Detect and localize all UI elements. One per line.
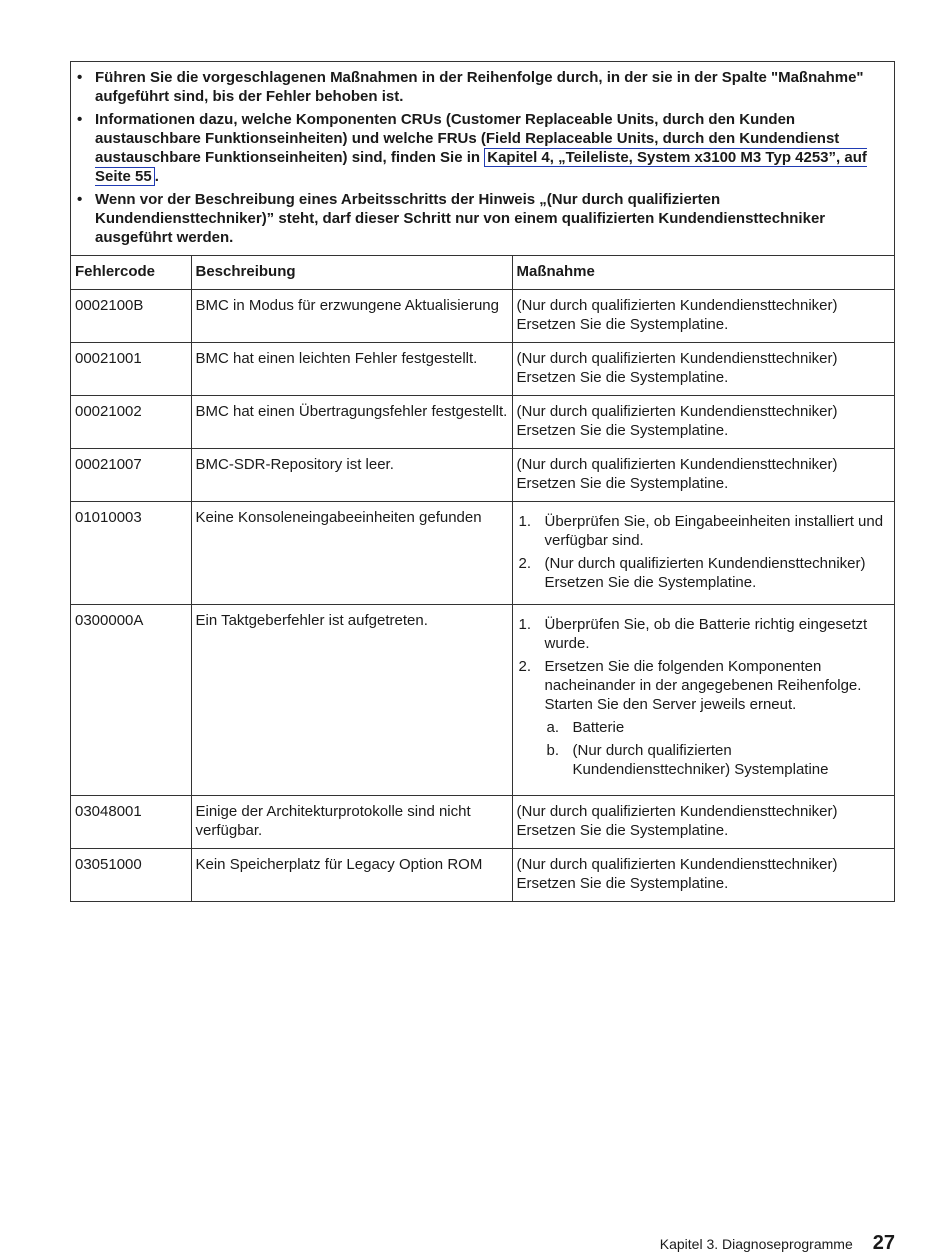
error-action: (Nur durch qualifizierten Kundendiensttechniker) Ersetzen Sie die Systemplatine.	[512, 796, 894, 849]
error-action: (Nur durch qualifizierten Kundendiensttechniker) Ersetzen Sie die Systemplatine.	[512, 849, 894, 902]
table-row	[71, 343, 894, 396]
error-description: Einige der Architekturprotokolle sind nicht verfügbar.	[191, 796, 512, 849]
error-code: 00021007	[71, 449, 191, 502]
header-beschreibung: Beschreibung	[191, 256, 512, 290]
bullet: •	[77, 69, 83, 86]
table-row	[71, 796, 894, 849]
table-row	[71, 396, 894, 449]
error-action	[512, 502, 894, 605]
step-number: 2.	[518, 555, 532, 572]
note-text: Führen Sie die vorgeschlagenen Maßnahmen in der Reihenfolge durch, in der sie in der Spalte "Maßnahme" aufgeführt sind, bis der Fehler behoben ist.	[95, 69, 864, 105]
chapter-4-link[interactable]: Kapitel 4, „Teileliste, System x3100 M3 Typ 4253”, auf Seite 55	[95, 149, 867, 185]
error-description: Ein Taktgeberfehler ist aufgetreten.	[191, 605, 512, 796]
error-code: 03048001	[71, 796, 191, 849]
sub-step-text: Batterie	[572, 719, 625, 736]
sub-step-letter: b.	[546, 742, 560, 759]
error-code: 00021002	[71, 396, 191, 449]
note-text: Wenn vor der Beschreibung eines Arbeitsschritts der Hinweis „(Nur durch qualifizierten Kundendiensttechniker)” steht, darf dieser Schritt nur von einem qualifizierten Kundendiensttechniker ausgeführt werden.	[95, 191, 826, 246]
error-code-frame	[70, 61, 895, 902]
error-description: Keine Konsoleneingabeeinheiten gefunden	[191, 502, 512, 605]
footer-chapter: Kapitel 3. Diagnoseprogramme	[659, 1236, 853, 1252]
step-body	[545, 657, 891, 783]
action-steps	[517, 512, 891, 592]
error-code: 01010003	[71, 502, 191, 605]
error-code-table	[71, 255, 894, 901]
page-footer	[660, 1232, 895, 1255]
table-row	[71, 849, 894, 902]
error-action: (Nur durch qualifizierten Kundendiensttechniker) Ersetzen Sie die Systemplatine.	[512, 343, 894, 396]
notes-list	[71, 62, 894, 255]
action-step	[517, 657, 891, 783]
error-description: BMC-SDR-Repository ist leer.	[191, 449, 512, 502]
error-description: Kein Speicherplatz für Legacy Option ROM	[191, 849, 512, 902]
error-code: 00021001	[71, 343, 191, 396]
header-massnahme: Maßnahme	[512, 256, 894, 290]
note-text-before: Informationen dazu, welche Komponenten CRUs (Customer Replaceable Units, durch den Kunden austauschbare Funktionseinheiten) und welche FRUs (Field Replaceable Units, durch den Kundendienst austauschbare Funktionseinheiten) sind, finden Sie in	[95, 111, 840, 166]
header-fehlercode: Fehlercode	[71, 256, 191, 290]
sub-step	[545, 718, 891, 737]
error-code: 03051000	[71, 849, 191, 902]
action-step	[517, 512, 891, 550]
error-code: 0002100B	[71, 290, 191, 343]
page-number: 27	[872, 1232, 895, 1254]
error-description: BMC in Modus für erzwungene Aktualisierung	[191, 290, 512, 343]
step-text: Überprüfen Sie, ob Eingabeeinheiten installiert und verfügbar sind.	[544, 513, 884, 549]
error-description: BMC hat einen Übertragungsfehler festgestellt.	[191, 396, 512, 449]
sub-step-text: (Nur durch qualifizierten Kundendiensttechniker) Systemplatine	[572, 742, 829, 778]
error-description: BMC hat einen leichten Fehler festgestellt.	[191, 343, 512, 396]
bullet: •	[77, 191, 83, 208]
note-item	[75, 68, 890, 106]
table-header-row	[71, 256, 894, 290]
error-action: (Nur durch qualifizierten Kundendiensttechniker) Ersetzen Sie die Systemplatine.	[512, 396, 894, 449]
action-steps	[517, 615, 891, 783]
note-item	[75, 190, 890, 247]
action-step	[517, 554, 891, 592]
note-text-after: .	[154, 168, 159, 185]
step-text: Überprüfen Sie, ob die Batterie richtig eingesetzt wurde.	[544, 616, 868, 652]
step-number: 1.	[518, 616, 532, 633]
table-row	[71, 290, 894, 343]
step-number: 2.	[518, 658, 532, 675]
note-text	[95, 110, 890, 186]
action-step	[517, 615, 891, 653]
bullet: •	[77, 111, 83, 128]
error-action: (Nur durch qualifizierten Kundendiensttechniker) Ersetzen Sie die Systemplatine.	[512, 290, 894, 343]
step-text: (Nur durch qualifizierten Kundendiensttechniker) Ersetzen Sie die Systemplatine.	[544, 555, 866, 591]
sub-step-letter: a.	[546, 719, 560, 736]
sub-step	[545, 741, 891, 779]
note-item	[75, 110, 890, 186]
table-row	[71, 502, 894, 605]
error-action: (Nur durch qualifizierten Kundendiensttechniker) Ersetzen Sie die Systemplatine.	[512, 449, 894, 502]
table-row	[71, 449, 894, 502]
table-row	[71, 605, 894, 796]
error-code: 0300000A	[71, 605, 191, 796]
step-number: 1.	[518, 513, 532, 530]
error-action	[512, 605, 894, 796]
step-text: Ersetzen Sie die folgenden Komponenten nacheinander in der angegebenen Reihenfolge. Starten Sie den Server jeweils erneut.	[544, 658, 862, 713]
sub-steps	[545, 718, 891, 779]
